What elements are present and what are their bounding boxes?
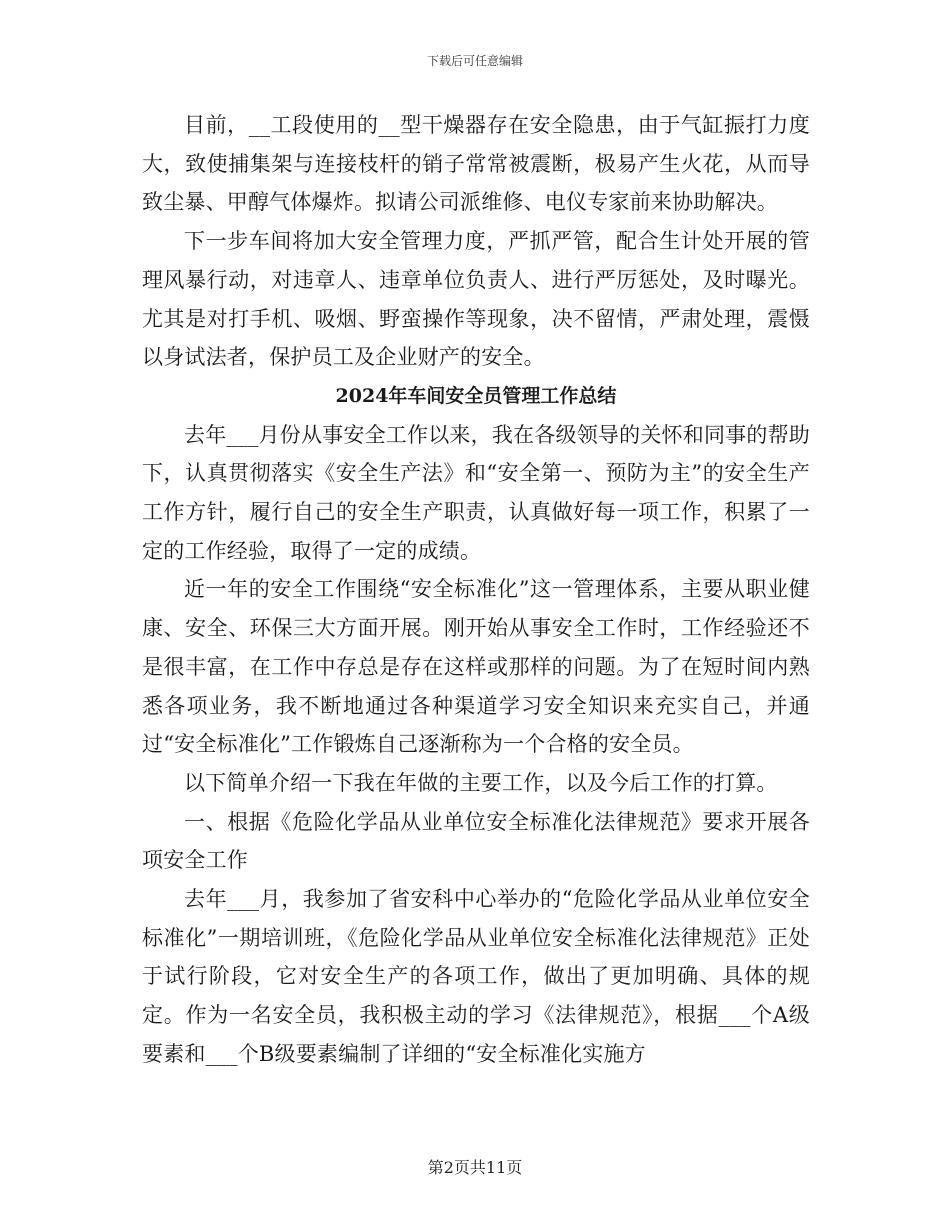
document-body bbox=[142, 106, 810, 1074]
paragraph-4: 近一年的安全工作围绕“安全标准化”这一管理体系，主要从职业健康、安全、环保三大方面开展。刚开始从事安全工作时，工作经验还不是很丰富，在工作中存总是存在这样或那样的问题。为了在短时间内熟悉各项业务，我不断地通过各种渠道学习安全知识来充实自己，并通过“安全标准化”工作锻炼自己逐渐称为一个合格的安全员。 bbox=[142, 577, 810, 757]
paragraph-3: 去年___月份从事安全工作以来，我在各级领导的关怀和同事的帮助下，认真贯彻落实《安全生产法》和“安全第一、预防为主”的安全生产工作方针，履行自己的安全生产职责，认真做好每一项工作，积累了一定的工作经验，取得了一定的成绩。 bbox=[142, 422, 810, 563]
page-footer: 第2页共11页 bbox=[427, 1158, 523, 1177]
paragraph-5: 以下简单介绍一下我在年做的主要工作，以及今后工作的打算。 bbox=[184, 770, 778, 795]
paragraph-1: 目前，__工段使用的__型干燥器存在安全隐患，由于气缸振打力度大，致使捕集架与连接枝杆的销子常常被震断，极易产生火花，从而导致尘暴、甲醇气体爆炸。拟请公司派维修、电仪专家前来协助解决。 bbox=[142, 113, 810, 215]
paragraph-6: 一、根据《危险化学品从业单位安全标准化法律规范》要求开展各项安全工作 bbox=[142, 809, 810, 873]
paragraph-7: 去年___月，我参加了省安科中心举办的“危险化学品从业单位安全标准化”一期培训班，《危险化学品从业单位安全标准化法律规范》正处于试行阶段，它对安全生产的各项工作，做出了更加明确、具体的规定。作为一名安全员，我积极主动的学习《法律规范》，根据___个A级要素和___个B级要素编制了详细的“安全标准化实施方 bbox=[142, 887, 810, 1066]
page-header: 下载后可任意编辑 bbox=[426, 54, 523, 68]
paragraph-2: 下一步车间将加大安全管理力度，严抓严管，配合生计处开展的管理风暴行动，对违章人、违章单位负责人、进行严厉惩处，及时曝光。尤其是对打手机、吸烟、野蛮操作等现象，决不留情，严肃处理，震慑以身试法者，保护员工及企业财产的安全。 bbox=[142, 229, 810, 370]
section-title: 2024年车间安全员管理工作总结 bbox=[335, 384, 617, 407]
